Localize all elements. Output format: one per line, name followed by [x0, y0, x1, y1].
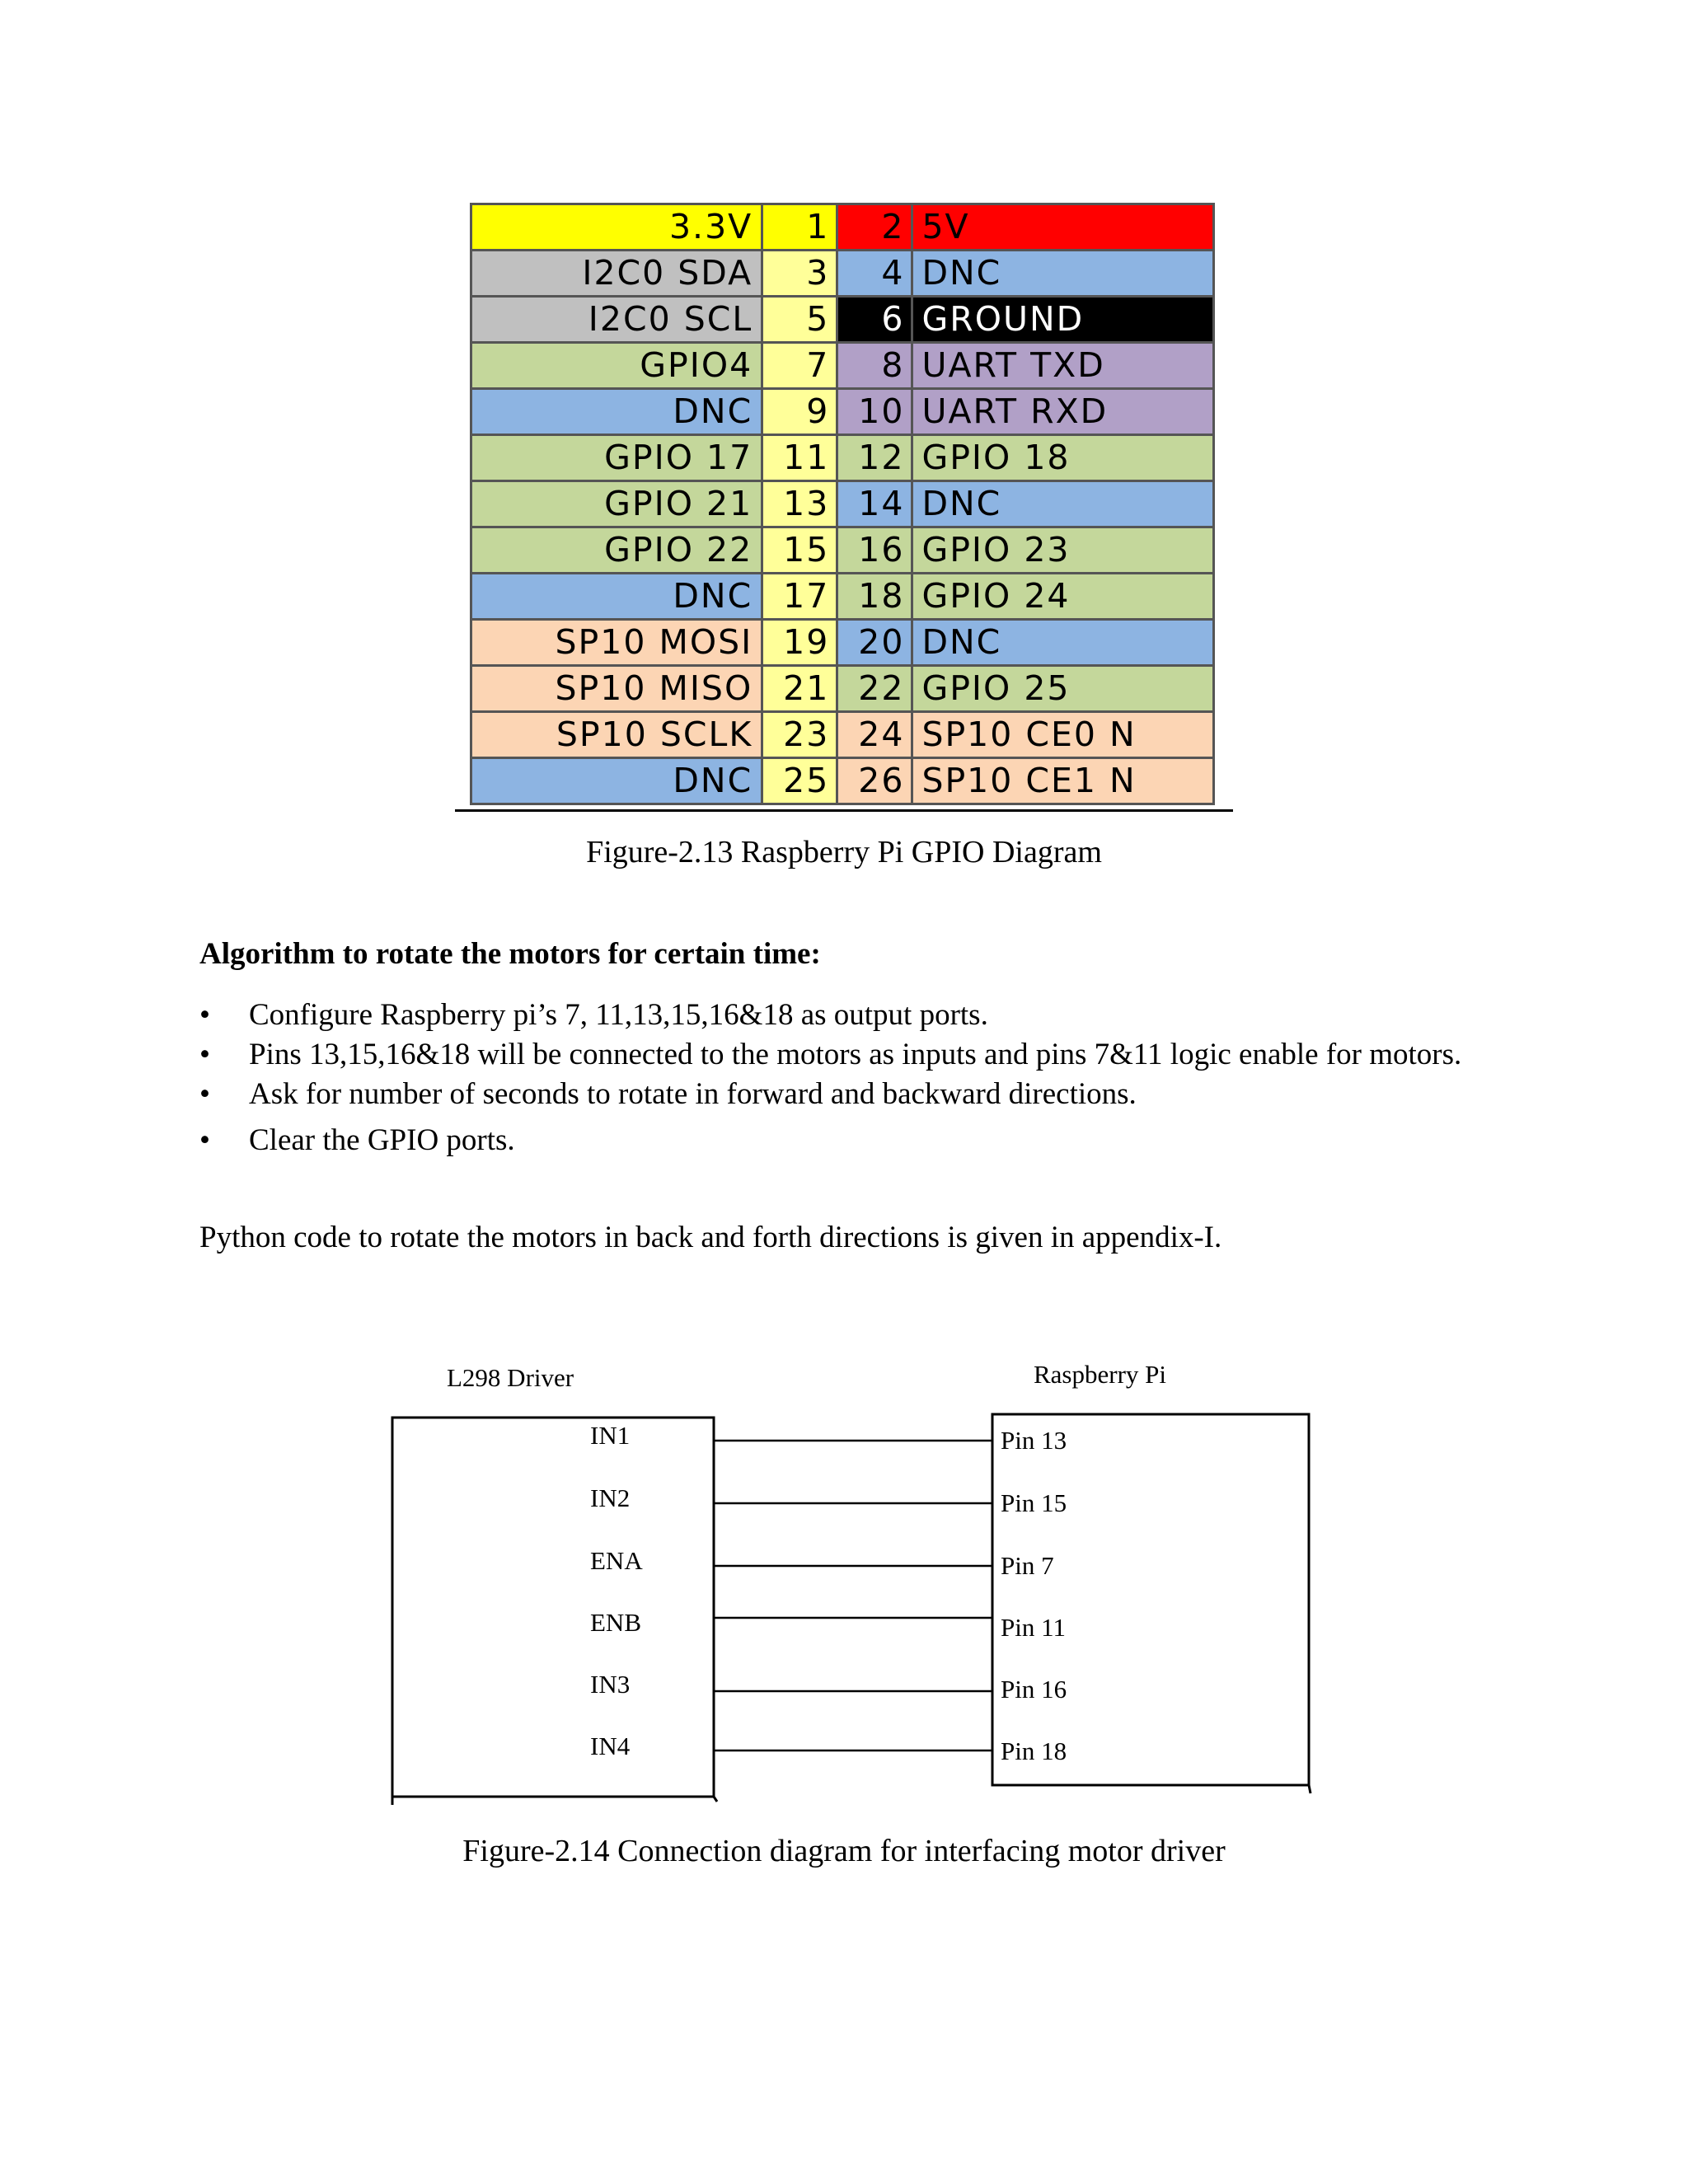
pi-pin-label: Pin 18	[1001, 1736, 1067, 1765]
gpio-table-body	[471, 204, 1214, 804]
left-pin-name: GPIO4	[471, 343, 762, 389]
left-pin-name: DNC	[471, 389, 762, 435]
list-item	[199, 1121, 1490, 1160]
raspberry-pi-box	[992, 1414, 1309, 1785]
right-pin-name: SP10 CE1 N	[912, 758, 1214, 804]
list-item-text: Configure Raspberry pi’s 7, 11,13,15,16&18 as output ports.	[249, 998, 988, 1032]
figure-2-13-caption: Figure-2.13 Raspberry Pi GPIO Diagram	[586, 835, 1102, 869]
right-pin-number: 22	[837, 666, 912, 712]
pi-pin-label: Pin 11	[1001, 1613, 1066, 1642]
left-pin-number: 11	[762, 435, 837, 481]
box-tick	[1309, 1785, 1311, 1793]
right-pin-name: DNC	[912, 620, 1214, 666]
pi-pin-label: Pin 7	[1001, 1551, 1054, 1580]
left-pin-name: GPIO 17	[471, 435, 762, 481]
table-row	[471, 574, 1214, 620]
right-pin-name: GPIO 23	[912, 527, 1214, 574]
right-pin-name: GPIO 25	[912, 666, 1214, 712]
list-item	[199, 996, 1490, 1035]
table-row	[471, 204, 1214, 251]
wire-group	[714, 1441, 992, 1750]
left-pin-number: 25	[762, 758, 837, 804]
table-row	[471, 389, 1214, 435]
left-pin-number: 13	[762, 481, 837, 527]
right-pin-number: 26	[837, 758, 912, 804]
left-pin-name: I2C0 SCL	[471, 297, 762, 343]
right-pin-number: 14	[837, 481, 912, 527]
right-pin-name: GPIO 24	[912, 574, 1214, 620]
pi-pin-label: Pin 16	[1001, 1675, 1067, 1704]
left-pin-name: DNC	[471, 758, 762, 804]
l298-driver-title: L298 Driver	[447, 1363, 574, 1392]
right-pin-number: 2	[837, 204, 912, 251]
driver-pin-label: IN1	[590, 1421, 631, 1450]
bullet-icon: •	[199, 998, 210, 1032]
list-item-text: Clear the GPIO ports.	[249, 1123, 515, 1157]
right-pin-number: 4	[837, 251, 912, 297]
bullet-icon: •	[199, 1077, 210, 1111]
right-pin-number: 8	[837, 343, 912, 389]
driver-pin-label: ENB	[590, 1608, 641, 1637]
table-row	[471, 712, 1214, 758]
right-pin-number: 10	[837, 389, 912, 435]
left-pin-number: 5	[762, 297, 837, 343]
pi-pin-label: Pin 15	[1001, 1488, 1067, 1517]
right-pin-name: UART RXD	[912, 389, 1214, 435]
right-pin-name: DNC	[912, 481, 1214, 527]
right-pin-name: DNC	[912, 251, 1214, 297]
right-pin-name: UART TXD	[912, 343, 1214, 389]
left-pin-name: DNC	[471, 574, 762, 620]
driver-pin-label: IN4	[590, 1732, 631, 1760]
right-pin-number: 18	[837, 574, 912, 620]
right-pin-name: GROUND	[912, 297, 1214, 343]
list-item-text: Pins 13,15,16&18 will be connected to the motors as inputs and pins 7&11 logic enable for motors.	[249, 1038, 1462, 1071]
left-pin-number: 19	[762, 620, 837, 666]
table-row	[471, 435, 1214, 481]
left-pin-name: SP10 SCLK	[471, 712, 762, 758]
right-pin-number: 16	[837, 527, 912, 574]
bullet-icon: •	[199, 1038, 210, 1071]
driver-pin-label: IN3	[590, 1670, 631, 1699]
right-pin-number: 6	[837, 297, 912, 343]
left-pin-number: 23	[762, 712, 837, 758]
python-note: Python code to rotate the motors in back and forth directions is given in appendix-I.	[199, 1221, 1222, 1254]
right-pin-number: 12	[837, 435, 912, 481]
table-row	[471, 758, 1214, 804]
left-pin-number: 3	[762, 251, 837, 297]
left-pin-name: GPIO 22	[471, 527, 762, 574]
left-pin-number: 9	[762, 389, 837, 435]
table-row	[471, 251, 1214, 297]
left-pin-name: SP10 MISO	[471, 666, 762, 712]
right-pin-name: SP10 CE0 N	[912, 712, 1214, 758]
algorithm-heading: Algorithm to rotate the motors for certain time:	[199, 937, 821, 971]
left-pin-name: GPIO 21	[471, 481, 762, 527]
driver-pin-label: ENA	[590, 1546, 643, 1575]
table-row	[471, 297, 1214, 343]
list-item	[199, 1075, 1490, 1114]
right-pin-name: 5V	[912, 204, 1214, 251]
table-row	[471, 343, 1214, 389]
algorithm-list	[199, 996, 1490, 1160]
driver-pin-label: IN2	[590, 1483, 631, 1512]
left-pin-number: 17	[762, 574, 837, 620]
left-pin-name: I2C0 SDA	[471, 251, 762, 297]
l298-driver-box	[392, 1418, 714, 1797]
list-item-text: Ask for number of seconds to rotate in forward and backward directions.	[249, 1077, 1137, 1111]
left-pin-number: 1	[762, 204, 837, 251]
figure-underline	[455, 809, 1233, 812]
right-pin-name: GPIO 18	[912, 435, 1214, 481]
table-row	[471, 666, 1214, 712]
left-pin-name: 3.3V	[471, 204, 762, 251]
left-pin-name: SP10 MOSI	[471, 620, 762, 666]
raspberry-pi-title: Raspberry Pi	[1034, 1360, 1167, 1389]
right-pin-number: 24	[837, 712, 912, 758]
figure-2-14-caption: Figure-2.14 Connection diagram for interfacing motor driver	[462, 1834, 1226, 1868]
table-row	[471, 620, 1214, 666]
pi-pin-label: Pin 13	[1001, 1426, 1067, 1455]
gpio-pin-table	[470, 203, 1215, 805]
bullet-icon: •	[199, 1123, 210, 1157]
left-pin-number: 7	[762, 343, 837, 389]
list-item	[199, 1035, 1490, 1075]
right-pin-number: 20	[837, 620, 912, 666]
left-pin-number: 21	[762, 666, 837, 712]
table-row	[471, 527, 1214, 574]
left-pin-number: 15	[762, 527, 837, 574]
box-tick	[714, 1797, 717, 1802]
table-row	[471, 481, 1214, 527]
